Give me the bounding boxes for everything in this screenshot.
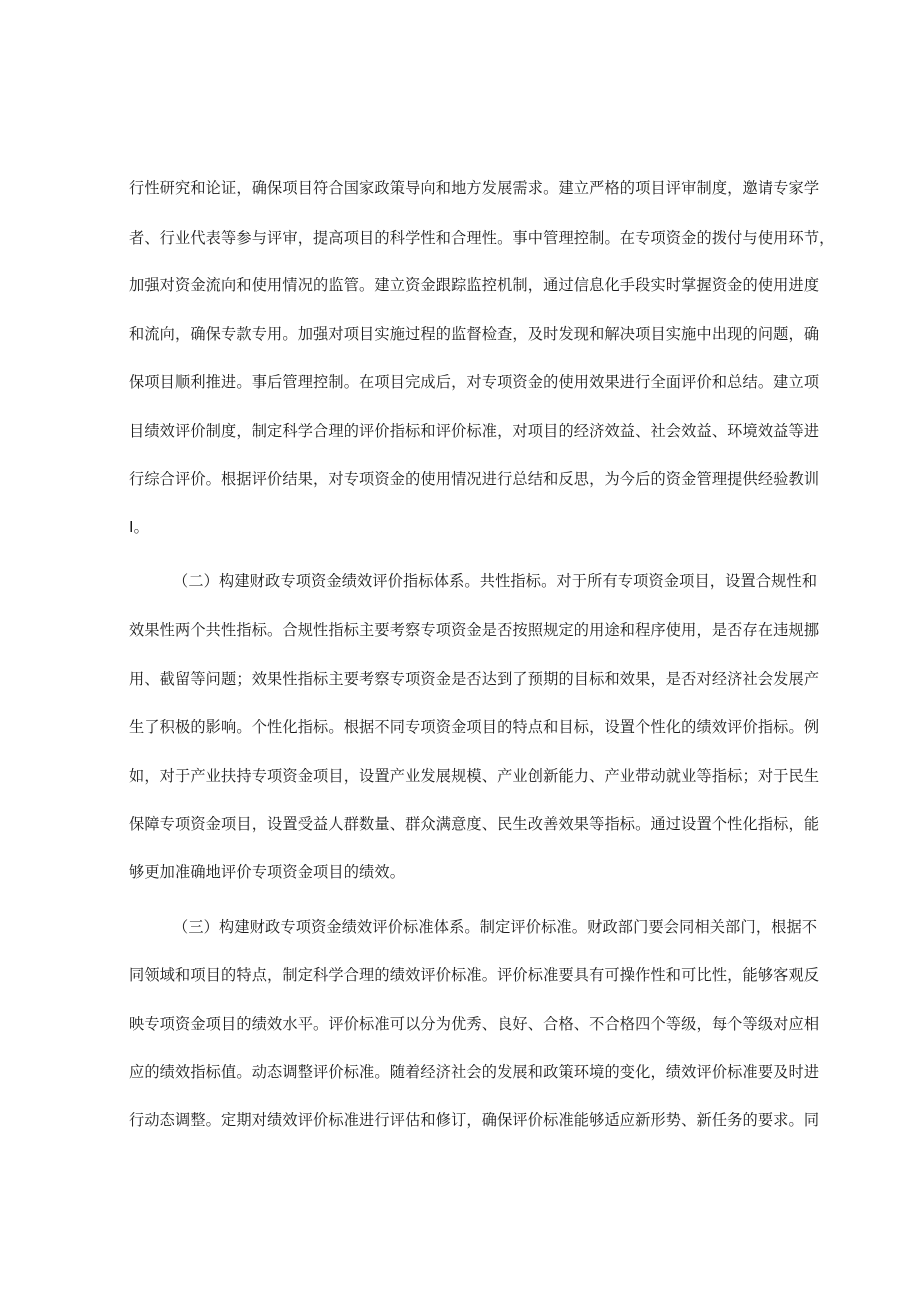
- paragraph-2-line-2: 效果性两个共性指标。合规性指标主要考察专项资金是否按照规定的用途和程序使用，是否存在违规挪: [129, 621, 820, 639]
- paragraph-1-line-4: 和流向，确保专款专用。加强对项目实施过程的监督检查，及时发现和解决项目实施中出现的问题，确: [129, 325, 820, 343]
- paragraph-2-line-3: 用、截留等问题；效果性指标主要考察专项资金是否达到了预期的目标和效果，是否对经济社会发展产: [129, 670, 820, 688]
- paragraph-2-line-7: 够更加准确地评价专项资金项目的绩效。: [129, 863, 406, 881]
- paragraph-1-line-8: I。: [129, 518, 149, 536]
- paragraph-1-line-5: 保项目顺利推进。事后管理控制。在项目完成后，对专项资金的使用效果进行全面评价和总结。建立项: [129, 373, 820, 391]
- paragraph-3-line-5: 行动态调整。定期对绩效评价标准进行评估和修订，确保评价标准能够适应新形势、新任务的要求。同: [129, 1111, 820, 1129]
- paragraph-1-line-7: 行综合评价。根据评价结果，对专项资金的使用情况进行总结和反思，为今后的资金管理提供经验教训: [129, 470, 820, 488]
- paragraph-1-line-1: 行性研究和论证，确保项目符合国家政策导向和地方发展需求。建立严格的项目评审制度，邀请专家学: [129, 179, 820, 197]
- paragraph-1-line-3: 加强对资金流向和使用情况的监管。建立资金跟踪监控机制，通过信息化手段实时掌握资金的使用进度: [129, 276, 820, 294]
- paragraph-1-line-2: 者、行业代表等参与评审，提高项目的科学性和合理性。事中管理控制。在专项资金的拨付与使用环节，: [129, 229, 835, 247]
- paragraph-3-line-2: 同领域和项目的特点，制定科学合理的绩效评价标准。评价标准要具有可操作性和可比性，能够客观反: [129, 966, 820, 984]
- paragraph-2-line-1: （二）构建财政专项资金绩效评价指标体系。共性指标。对于所有专项资金项目，设置合规性和: [173, 572, 818, 590]
- paragraph-1-line-6: 目绩效评价制度，制定科学合理的评价指标和评价标准，对项目的经济效益、社会效益、环境效益等进: [129, 422, 820, 440]
- paragraph-3-line-1: （三）构建财政专项资金绩效评价标准体系。制定评价标准。财政部门要会同相关部门，根据不: [173, 918, 818, 936]
- paragraph-3-line-3: 映专项资金项目的绩效水平。评价标准可以分为优秀、良好、合格、不合格四个等级，每个等级对应相: [129, 1015, 820, 1033]
- paragraph-3-line-4: 应的绩效指标值。动态调整评价标准。随着经济社会的发展和政策环境的变化，绩效评价标准要及时进: [129, 1063, 820, 1081]
- paragraph-2-line-4: 生了积极的影响。个性化指标。根据不同专项资金项目的特点和目标，设置个性化的绩效评价指标。例: [129, 718, 820, 736]
- paragraph-2-line-6: 保障专项资金项目，设置受益人群数量、群众满意度、民生改善效果等指标。通过设置个性化指标，能: [129, 815, 820, 833]
- paragraph-2-line-5: 如，对于产业扶持专项资金项目，设置产业发展规模、产业创新能力、产业带动就业等指标；对于民生: [129, 767, 820, 785]
